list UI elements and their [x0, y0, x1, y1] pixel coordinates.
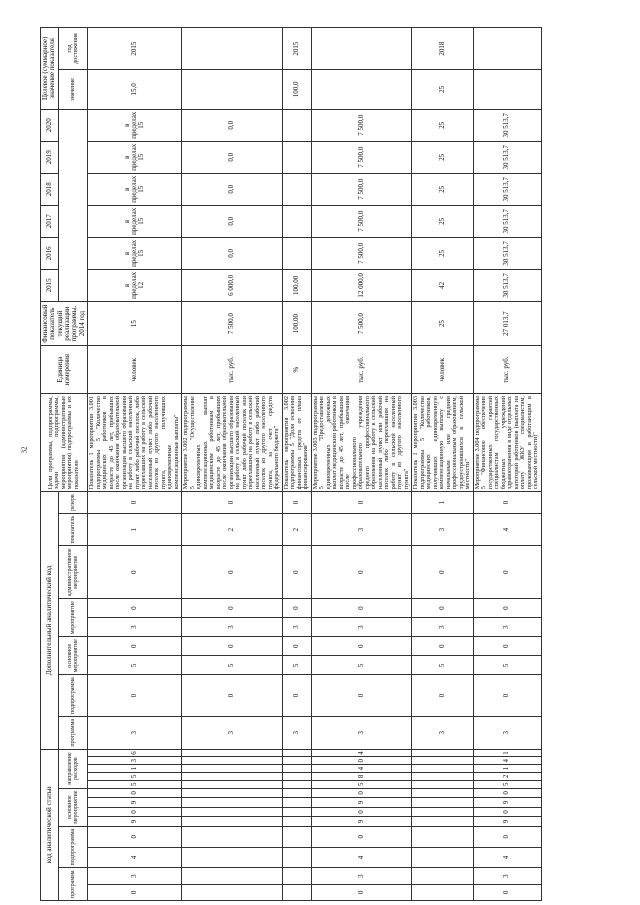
code-digit [282, 868, 311, 884]
year-value: 42 [412, 269, 474, 301]
code-digit: 9 [473, 798, 541, 808]
code-digit: 4 [88, 847, 182, 868]
code-digit: 6 [88, 749, 182, 757]
indicator-text: Показатель 1 мероприятия 3.001 подпрограммы 5 "Количество медицинских работников в возрасте до 45 лет, прибывших после окончания образовательной организации высшего образования на работу в сельский населенный пункт либо рабочий поселок, либо переехавших на работу в сельский населенный пункт либо рабочий поселок из другого населенного пункта, получивших единовременные компенсационные выплаты" [88, 394, 182, 492]
year-value: 0,0 [182, 237, 283, 269]
year-value: 12 000,0 [311, 269, 412, 301]
year-value: 0,0 [182, 141, 283, 173]
year-value [282, 173, 311, 205]
dop-code-digit: 0 [473, 637, 541, 656]
header-year-2020: 2020 [41, 109, 59, 141]
code-digit [182, 780, 283, 788]
year-value: 30 513,7 [473, 269, 541, 301]
code-digit: 4 [311, 847, 412, 868]
unit-cell: % [282, 346, 311, 394]
code-digit [282, 884, 311, 900]
table-row [88, 28, 182, 901]
header-code-program: программа [58, 868, 87, 901]
unit-cell: человек [412, 346, 474, 394]
header-dop-indicator: показатель [58, 513, 87, 546]
header-dop-reserve: резерв [58, 492, 87, 514]
unit-cell: тыс. руб. [182, 346, 283, 394]
target-year: 2018 [412, 28, 474, 70]
code-digit: 0 [311, 826, 412, 847]
code-digit: 9 [88, 817, 182, 827]
unit-cell: тыс. руб. [311, 346, 412, 394]
year-value: 25 [412, 205, 474, 237]
header-dop-main: основное мероприятие [58, 637, 87, 675]
code-digit: 5 [88, 773, 182, 781]
code-digit [412, 884, 474, 900]
year-value: 25 [412, 109, 474, 141]
code-digit: 1 [473, 749, 541, 757]
target-value [473, 70, 541, 110]
header-dop-subprogram: подпрограмма [58, 675, 87, 717]
code-digit: 5 [88, 780, 182, 788]
year-value: 7 500,0 [311, 109, 412, 141]
dop-code-digit: 1 [88, 513, 182, 546]
code-digit [282, 749, 311, 757]
year-value [282, 237, 311, 269]
dop-code-digit: 0 [88, 675, 182, 717]
code-digit [182, 765, 283, 773]
fin-cell: 7 500,0 [311, 301, 412, 345]
dop-code-digit: 0 [412, 546, 474, 599]
fin-cell: 27 013,7 [473, 301, 541, 345]
code-digit: 3 [88, 868, 182, 884]
dop-code-digit: 0 [282, 546, 311, 599]
year-value: в пределах 15 [88, 109, 182, 141]
dop-code-digit: 3 [473, 717, 541, 750]
header-code-main: основное мероприятие [58, 788, 87, 826]
year-value: 0,0 [182, 109, 283, 141]
code-digit: 5 [311, 780, 412, 788]
code-digit: 0 [473, 826, 541, 847]
dop-code-digit: 5 [412, 656, 474, 675]
code-digit: 9 [311, 817, 412, 827]
dop-code-digit: 3 [311, 618, 412, 637]
dop-code-digit: 0 [182, 599, 283, 618]
dop-code-digit: 0 [311, 492, 412, 514]
code-digit [412, 788, 474, 798]
dop-code-digit: 2 [282, 513, 311, 546]
dop-code-digit: 3 [412, 618, 474, 637]
header-unit: Единица измерения [41, 346, 88, 394]
header-year-2015: 2015 [41, 269, 59, 301]
year-value: в пределах 15 [88, 205, 182, 237]
dop-code-digit: 5 [88, 656, 182, 675]
code-digit: 4 [473, 757, 541, 765]
dop-code-digit: 0 [311, 675, 412, 717]
code-digit: 8 [311, 773, 412, 781]
program-table [40, 27, 542, 901]
code-digit [412, 826, 474, 847]
year-value [282, 109, 311, 141]
page-number: 32 [20, 446, 29, 454]
target-value: 25 [412, 70, 474, 110]
code-digit [182, 798, 283, 808]
unit-cell: человек [88, 346, 182, 394]
header-target-year: год достижения [58, 28, 87, 70]
indicator-text: Мероприятие 3.003 подпрограммы 5 "Предоставление единовременных денежных выплат медицинским работникам в возрасте до 45 лет, прибывшим после окончания профессионального образовательного учреждения среднего профессионального образования на работу в сельский населенный пункт или рабочий поселок либо переехавшим на работу в сельский населенный пункт из другого населенного пункта" [311, 394, 412, 492]
dop-code-digit: 3 [412, 717, 474, 750]
target-value: 100,0 [282, 70, 311, 110]
year-value: в пределах 15 [88, 173, 182, 205]
dop-code-digit: 3 [412, 513, 474, 546]
code-digit [282, 826, 311, 847]
dop-code-digit: 5 [182, 656, 283, 675]
dop-code-digit: 0 [473, 675, 541, 717]
code-digit [282, 780, 311, 788]
code-digit [282, 798, 311, 808]
dop-code-digit: 0 [282, 492, 311, 514]
code-digit: 3 [88, 757, 182, 765]
code-digit [282, 773, 311, 781]
dop-code-digit: 3 [88, 717, 182, 750]
target-value [311, 70, 412, 110]
indicator-text: Показатель 1 мероприятия 3.003 подпрограммы 5 "Количество медицинских работников, получивших единовременную компенсационную выплату с начальным или средним профессиональным образованием, трудоустроившихся в сельской местности" [412, 394, 474, 492]
header-dop-measure: мероприятие [58, 599, 87, 637]
dop-code-digit: 0 [412, 637, 474, 656]
year-value: 7 500,0 [311, 237, 412, 269]
header-code-direction: направление расходов [58, 749, 87, 788]
dop-code-digit: 0 [88, 492, 182, 514]
header-dop-program: программа [58, 717, 87, 750]
dop-code-digit: 0 [311, 599, 412, 618]
code-digit: 0 [311, 757, 412, 765]
dop-code-digit: 0 [412, 599, 474, 618]
target-value: 15,0 [88, 70, 182, 110]
code-digit: 5 [473, 780, 541, 788]
table-row [311, 28, 412, 901]
year-value: 25 [412, 173, 474, 205]
code-digit: 4 [473, 847, 541, 868]
year-value [282, 141, 311, 173]
code-digit: 9 [88, 798, 182, 808]
code-digit: 9 [473, 817, 541, 827]
year-value: 100,00 [282, 269, 311, 301]
code-digit: 0 [88, 807, 182, 817]
year-value: 30 513,7 [473, 205, 541, 237]
code-digit [412, 765, 474, 773]
fin-cell: 100,00 [282, 301, 311, 345]
fin-cell: 15 [88, 301, 182, 345]
code-digit [182, 749, 283, 757]
target-year [473, 28, 541, 70]
target-year [311, 28, 412, 70]
year-value: 7 500,0 [311, 173, 412, 205]
header-dop-admin: административное мероприятие [58, 546, 87, 599]
dop-code-digit: 3 [282, 618, 311, 637]
year-value: 7 500,0 [311, 141, 412, 173]
dop-code-digit: 3 [282, 717, 311, 750]
header-code: код аналитической статьи [41, 749, 59, 900]
fin-cell: 25 [412, 301, 474, 345]
dop-code-digit: 0 [182, 675, 283, 717]
code-digit: 4 [311, 765, 412, 773]
code-digit [282, 847, 311, 868]
year-value: 25 [412, 141, 474, 173]
code-digit: 0 [473, 788, 541, 798]
code-digit [182, 807, 283, 817]
code-digit [282, 757, 311, 765]
header-code-subprogram: подпрограмма [58, 826, 87, 868]
dop-code-digit: 1 [412, 492, 474, 514]
dop-code-digit: 2 [182, 513, 283, 546]
year-value: 25 [412, 237, 474, 269]
year-value: 30 513,7 [473, 237, 541, 269]
code-digit [412, 847, 474, 868]
year-value: 0,0 [182, 173, 283, 205]
dop-code-digit: 0 [88, 546, 182, 599]
code-digit [282, 807, 311, 817]
code-digit [412, 757, 474, 765]
dop-code-digit: 0 [311, 637, 412, 656]
year-value: 30 513,7 [473, 173, 541, 205]
dop-code-digit: 3 [182, 618, 283, 637]
header-dop-code: Дополнительный аналитический код [41, 492, 59, 749]
code-digit [182, 847, 283, 868]
dop-code-digit: 3 [182, 717, 283, 750]
dop-code-digit: 0 [182, 546, 283, 599]
year-value: 30 513,7 [473, 109, 541, 141]
code-digit [182, 884, 283, 900]
code-digit [182, 773, 283, 781]
dop-code-digit: 0 [311, 546, 412, 599]
dop-code-digit: 0 [473, 599, 541, 618]
code-digit: 0 [473, 807, 541, 817]
header-year-2018: 2018 [41, 173, 59, 205]
dop-code-digit: 0 [282, 599, 311, 618]
dop-code-digit: 0 [473, 546, 541, 599]
header-year-2019: 2019 [41, 141, 59, 173]
header-target: Целевое (суммарное) значение показателя [41, 28, 59, 110]
dop-code-digit: 5 [311, 656, 412, 675]
year-value: 0,0 [182, 205, 283, 237]
dop-code-digit: 3 [311, 717, 412, 750]
indicator-text: Мероприятие 3.002 подпрограммы 5 "Осуществление единовременных компенсационных выплат медицинским работникам в возрасте до 45 лет, прибывшим после окончания образовательной организации высшего образования на работу в сельский населенный пункт либо рабочий поселок или переехавшим на работу в сельский населенный пункт либо рабочий поселок из другого населенного пункта, за счет средств федерального бюджета" [182, 394, 283, 492]
code-digit [412, 798, 474, 808]
dop-code-digit: 3 [473, 618, 541, 637]
code-digit [412, 749, 474, 757]
year-value: 30 513,7 [473, 141, 541, 173]
code-digit: 1 [88, 765, 182, 773]
dop-code-digit: 5 [282, 656, 311, 675]
fin-cell: 7 500,0 [182, 301, 283, 345]
code-digit: 0 [473, 884, 541, 900]
dop-code-digit: 3 [311, 513, 412, 546]
year-value: 7 500,0 [311, 205, 412, 237]
code-digit: 9 [311, 798, 412, 808]
dop-code-digit: 0 [282, 637, 311, 656]
code-digit: 1 [473, 765, 541, 773]
code-digit: 0 [311, 807, 412, 817]
code-digit [182, 868, 283, 884]
table-row [182, 28, 283, 901]
table-row [282, 28, 311, 901]
code-digit [282, 817, 311, 827]
code-digit: 3 [311, 868, 412, 884]
dop-code-digit: 0 [182, 492, 283, 514]
code-digit [182, 757, 283, 765]
table-row [412, 28, 474, 901]
code-digit: 3 [473, 868, 541, 884]
header-target-value: значение [58, 70, 87, 110]
year-value: в пределах 15 [88, 237, 182, 269]
year-value: в пределах 15 [88, 141, 182, 173]
year-value: 6 000,0 [182, 269, 283, 301]
table-row [473, 28, 541, 901]
dop-code-digit: 0 [473, 492, 541, 514]
year-value [282, 205, 311, 237]
dop-code-digit: 4 [473, 513, 541, 546]
target-value [182, 70, 283, 110]
dop-code-digit: 0 [282, 675, 311, 717]
header-year-2017: 2017 [41, 205, 59, 237]
dop-code-digit: 0 [88, 599, 182, 618]
code-digit [412, 807, 474, 817]
code-digit: 0 [88, 826, 182, 847]
header-year-2016: 2016 [41, 237, 59, 269]
dop-code-digit: 0 [182, 637, 283, 656]
code-digit [182, 826, 283, 847]
code-digit: 0 [88, 884, 182, 900]
code-digit [412, 780, 474, 788]
code-digit [412, 773, 474, 781]
header-indicator: Цели программы, подпрограммы, задачи подпрограммы, мероприятия (административные мероприятия) подпрограммы и их показатели [41, 394, 88, 492]
code-digit [412, 817, 474, 827]
target-year [182, 28, 283, 70]
dop-code-digit: 5 [473, 656, 541, 675]
code-digit: 0 [311, 788, 412, 798]
code-digit: 0 [88, 788, 182, 798]
indicator-text: Показатель мероприятия 3.002 подпрограммы 5 "Доля освоения финансовых средств от плана финансирования" [282, 394, 311, 492]
code-digit: 4 [311, 749, 412, 757]
header-fin: Финансовый показатель текущий реализации программы, 2014 год [41, 301, 88, 345]
year-value: в пределах 12 [88, 269, 182, 301]
code-digit [182, 817, 283, 827]
dop-code-digit: 0 [88, 637, 182, 656]
code-digit: 2 [473, 773, 541, 781]
header-year-note [58, 109, 87, 301]
dop-code-digit: 3 [88, 618, 182, 637]
target-year: 2015 [88, 28, 182, 70]
code-digit: 0 [311, 884, 412, 900]
code-digit [282, 765, 311, 773]
indicator-text: Мероприятие 3.004 подпрограммы 5 "Финансовое обеспечение государственных гарантий специалистам государственных бюджетных учреждений здравоохранения в виде отдельных категорий работников (выплата на оплату ЖКУ специалистам, проживающим и работающим в сельской местности)" [473, 394, 541, 492]
code-digit [412, 868, 474, 884]
code-digit [282, 788, 311, 798]
code-digit [182, 788, 283, 798]
dop-code-digit: 0 [412, 675, 474, 717]
target-year: 2015 [282, 28, 311, 70]
unit-cell: тыс. руб. [473, 346, 541, 394]
